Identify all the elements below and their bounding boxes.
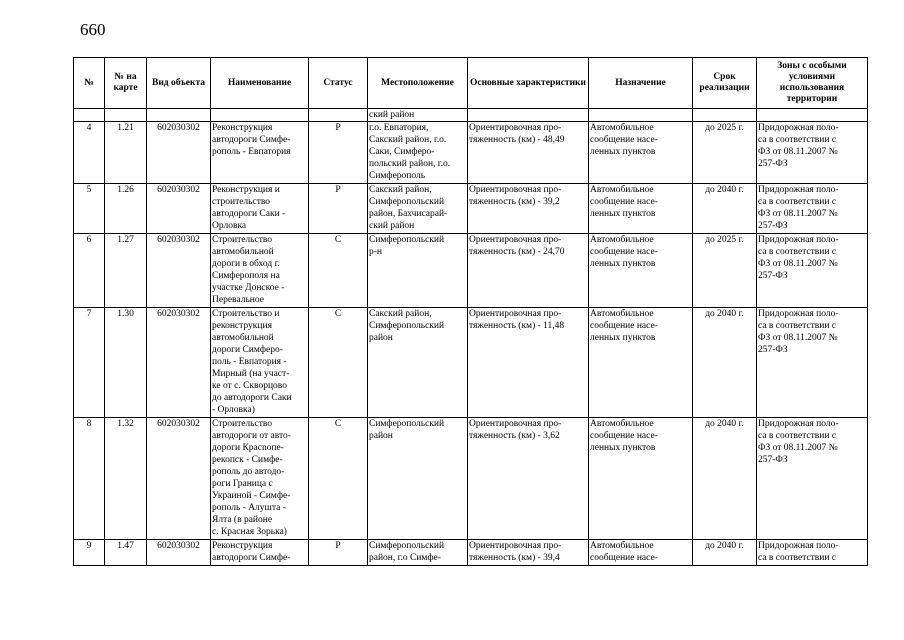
header-cell: № bbox=[74, 58, 105, 109]
object-term: до 2040 г. bbox=[693, 184, 757, 234]
header-cell: Вид объекта bbox=[147, 58, 211, 109]
table-cell bbox=[589, 109, 693, 122]
object-term: до 2040 г. bbox=[693, 418, 757, 540]
object-zones: Придорожная поло- са в соответствии с ФЗ от 08.11.2007 № 257-ФЗ bbox=[757, 418, 868, 540]
object-zones: Придорожная поло- са в соответствии с ФЗ от 08.11.2007 № 257-ФЗ bbox=[757, 308, 868, 418]
object-location: Сакский район, Симферопольский район bbox=[368, 308, 468, 418]
object-zones: Придорожная поло- са в соответствии с ФЗ от 08.11.2007 № 257-ФЗ bbox=[757, 122, 868, 184]
map-number: 1.26 bbox=[105, 184, 147, 234]
map-number: 1.47 bbox=[105, 540, 147, 566]
object-characteristics: Ориентировочная про- тяженность (км) - 3,62 bbox=[468, 418, 589, 540]
row-number: 8 bbox=[74, 418, 105, 540]
header-cell: Срок реализации bbox=[693, 58, 757, 109]
object-location: Симферопольский р-н bbox=[368, 234, 468, 308]
object-name: Строительство и реконструкция автомобильной дороги Симферо- поль - Евпатория - Мирный (на участ- ке от с. Скворцово до автодороги Саки - Орловка) bbox=[211, 308, 309, 418]
object-name: Реконструкция и строительство автодороги Саки - Орловка bbox=[211, 184, 309, 234]
object-purpose: Автомобильное сообщение насе- bbox=[589, 540, 693, 566]
table-cell bbox=[693, 109, 757, 122]
table-row bbox=[74, 109, 868, 122]
object-characteristics: Ориентировочная про- тяженность (км) - 11,48 bbox=[468, 308, 589, 418]
object-zones: Придорожная поло- са в соответствии с ФЗ от 08.11.2007 № 257-ФЗ bbox=[757, 184, 868, 234]
object-characteristics: Ориентировочная про- тяженность (км) - 39,4 bbox=[468, 540, 589, 566]
object-status: Р bbox=[309, 122, 368, 184]
table-cell bbox=[211, 109, 309, 122]
header-cell: Статус bbox=[309, 58, 368, 109]
header-cell: Местоположение bbox=[368, 58, 468, 109]
object-type: 602030302 bbox=[147, 540, 211, 566]
map-number: 1.21 bbox=[105, 122, 147, 184]
table-cell bbox=[309, 109, 368, 122]
object-purpose: Автомобильное сообщение насе- ленных пунктов bbox=[589, 234, 693, 308]
header-cell: Наименование bbox=[211, 58, 309, 109]
row-number: 7 bbox=[74, 308, 105, 418]
object-type: 602030302 bbox=[147, 308, 211, 418]
object-purpose: Автомобильное сообщение насе- ленных пунктов bbox=[589, 122, 693, 184]
table-cell bbox=[105, 109, 147, 122]
map-number: 1.27 bbox=[105, 234, 147, 308]
row-number: 6 bbox=[74, 234, 105, 308]
header-cell: Назначение bbox=[589, 58, 693, 109]
object-name: Реконструкция автодороги Симфе- bbox=[211, 540, 309, 566]
object-characteristics: Ориентировочная про- тяженность (км) - 39,2 bbox=[468, 184, 589, 234]
table-cell bbox=[757, 109, 868, 122]
map-number: 1.30 bbox=[105, 308, 147, 418]
table-header bbox=[74, 58, 868, 109]
row-number: 5 bbox=[74, 184, 105, 234]
object-purpose: Автомобильное сообщение насе- ленных пунктов bbox=[589, 308, 693, 418]
object-purpose: Автомобильное сообщение насе- ленных пунктов bbox=[589, 418, 693, 540]
object-status: С bbox=[309, 308, 368, 418]
table-cell bbox=[468, 109, 589, 122]
table-row bbox=[74, 308, 868, 418]
table-row bbox=[74, 234, 868, 308]
object-location: Сакский район, Симферопольский район, Бахчисарай- ский район bbox=[368, 184, 468, 234]
object-purpose: Автомобильное сообщение насе- ленных пунктов bbox=[589, 184, 693, 234]
object-term: до 2040 г. bbox=[693, 540, 757, 566]
table-cell bbox=[147, 109, 211, 122]
row-number: 9 bbox=[74, 540, 105, 566]
object-status: С bbox=[309, 418, 368, 540]
object-name: Строительство автодороги от авто- дороги Красnопе- рекопск - Симфе- рополь до автодо- роги Граница с Украиной - Симфе- рополь - Алушта - Ялта (в районе с. Красная Зорька) bbox=[211, 418, 309, 540]
page-number: 660 bbox=[80, 20, 106, 39]
object-location: Симферопольский район bbox=[368, 418, 468, 540]
object-name: Строительство автомобильной дороги в обход г. Симферополя на участке Донское - Перевальное bbox=[211, 234, 309, 308]
object-name: Реконструкция автодороги Симфе- рополь - Евпатория bbox=[211, 122, 309, 184]
row-number: 4 bbox=[74, 122, 105, 184]
table-row bbox=[74, 122, 868, 184]
object-status: Р bbox=[309, 540, 368, 566]
object-type: 602030302 bbox=[147, 184, 211, 234]
header-cell: № на карте bbox=[105, 58, 147, 109]
object-status: С bbox=[309, 234, 368, 308]
table-row bbox=[74, 184, 868, 234]
object-term: до 2040 г. bbox=[693, 308, 757, 418]
object-term: до 2025 г. bbox=[693, 234, 757, 308]
object-location: г.о. Евпатория, Сакский район, г.о. Саки, Симферо- польский район, г.о. Симферополь bbox=[368, 122, 468, 184]
header-cell: Зоны с особыми условиями использования территории bbox=[757, 58, 868, 109]
object-characteristics: Ориентировочная про- тяженность (км) - 24,70 bbox=[468, 234, 589, 308]
object-type: 602030302 bbox=[147, 418, 211, 540]
objects-table bbox=[73, 57, 868, 566]
object-zones: Придорожная поло- са в соответствии с bbox=[757, 540, 868, 566]
map-number: 1.32 bbox=[105, 418, 147, 540]
object-location: Симферопольский район, г.о Симфе- bbox=[368, 540, 468, 566]
table-row bbox=[74, 418, 868, 540]
object-type: 602030302 bbox=[147, 234, 211, 308]
object-type: 602030302 bbox=[147, 122, 211, 184]
table-row bbox=[74, 540, 868, 566]
table-cell: ский район bbox=[368, 109, 468, 122]
header-cell: Основные характеристики bbox=[468, 58, 589, 109]
object-status: Р bbox=[309, 184, 368, 234]
object-term: до 2025 г. bbox=[693, 122, 757, 184]
object-characteristics: Ориентировочная про- тяженность (км) - 48,49 bbox=[468, 122, 589, 184]
table-cell bbox=[74, 109, 105, 122]
object-zones: Придорожная поло- са в соответствии с ФЗ от 08.11.2007 № 257-ФЗ bbox=[757, 234, 868, 308]
